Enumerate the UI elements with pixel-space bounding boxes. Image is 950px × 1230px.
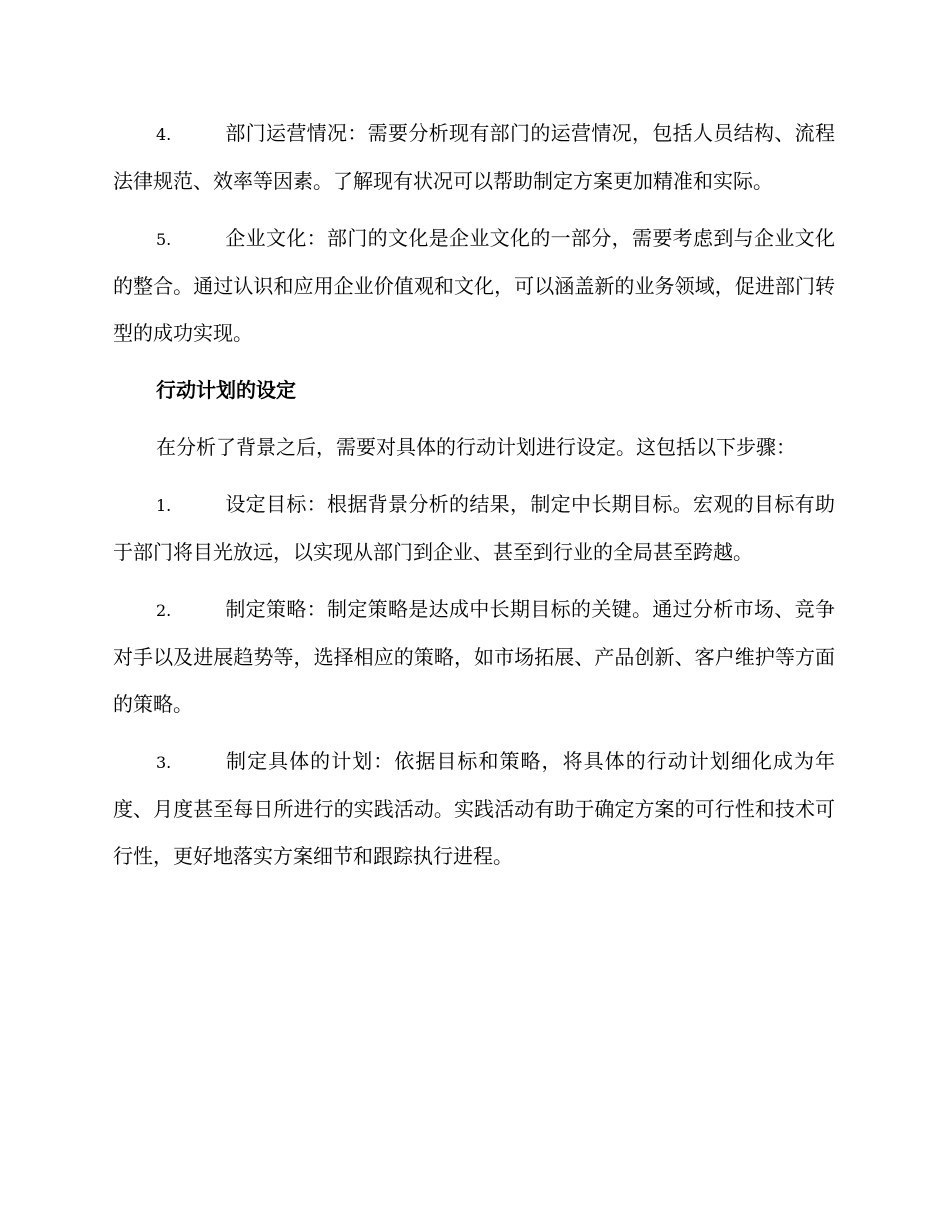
list-number: 5. <box>156 230 172 249</box>
section-heading: 行动计划的设定 <box>156 378 296 402</box>
list-number: 4. <box>156 125 172 144</box>
list-item <box>113 481 835 576</box>
list-item <box>113 738 835 880</box>
list-text: 制定策略：制定策略是达成中长期目标的关键。通过分析市场、竞争对手以及进展趋势等，选择相应的策略，如市场拓展、产品创新、客户维护等方面的策略。 <box>113 597 835 716</box>
list-text: 制定具体的计划：依据目标和策略，将具体的行动计划细化成为年度、月度甚至每日所进行的实践活动。实践活动有助于确定方案的可行性和技术可行性，更好地落实方案细节和跟踪执行进程。 <box>113 749 835 868</box>
list-number: 1. <box>156 496 172 515</box>
list-item <box>113 215 835 357</box>
list-number: 2. <box>156 601 172 620</box>
list-text: 设定目标：根据背景分析的结果，制定中长期目标。宏观的目标有助于部门将目光放远，以实现从部门到企业、甚至到行业的全局甚至跨越。 <box>113 492 835 564</box>
list-item <box>113 586 835 728</box>
document-body <box>113 110 835 890</box>
list-number: 3. <box>156 753 172 772</box>
list-text: 企业文化：部门的文化是企业文化的一部分，需要考虑到与企业文化的整合。通过认识和应用企业价值观和文化，可以涵盖新的业务领域，促进部门转型的成功实现。 <box>113 226 835 345</box>
intro-paragraph: 在分析了背景之后，需要对具体的行动计划进行设定。这包括以下步骤： <box>156 435 796 459</box>
list-text: 部门运营情况：需要分析现有部门的运营情况，包括人员结构、流程法律规范、效率等因素。了解现有状况可以帮助制定方案更加精准和实际。 <box>113 121 835 193</box>
list-item <box>113 110 835 205</box>
